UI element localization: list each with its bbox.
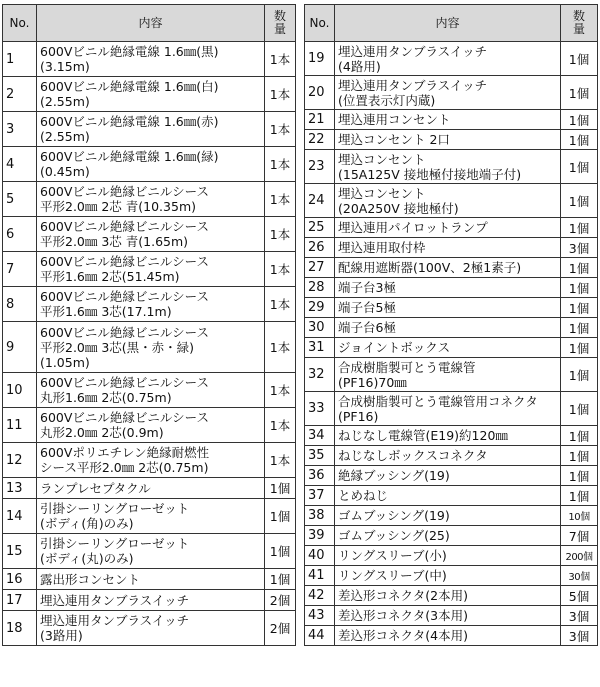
item-number: 3 — [3, 112, 37, 147]
item-description: 600Vビニル絶縁電線 1.6㎜(赤) (2.55m) — [37, 112, 265, 147]
header-no: No. — [305, 5, 335, 42]
item-description: 埋込連用タンブラスイッチ (4路用) — [335, 42, 561, 76]
item-number: 34 — [305, 426, 335, 446]
item-number: 20 — [305, 76, 335, 110]
item-number: 32 — [305, 358, 335, 392]
item-number: 4 — [3, 147, 37, 182]
item-quantity: 1個 — [265, 534, 296, 569]
item-description: 600Vビニル絶縁ビニルシース 平形2.0㎜ 3芯 青(1.65m) — [37, 217, 265, 252]
table-row — [305, 298, 598, 318]
item-quantity: 1個 — [561, 358, 598, 392]
item-description: 端子台3極 — [335, 278, 561, 298]
item-quantity: 10個 — [561, 506, 598, 526]
item-number: 38 — [305, 506, 335, 526]
item-quantity: 1個 — [561, 130, 598, 150]
item-quantity: 1個 — [561, 218, 598, 238]
table-row — [3, 252, 296, 287]
table-row — [3, 373, 296, 408]
item-quantity: 1個 — [561, 446, 598, 466]
item-quantity: 5個 — [561, 586, 598, 606]
item-number: 15 — [3, 534, 37, 569]
item-quantity: 2個 — [265, 590, 296, 611]
table-row — [3, 499, 296, 534]
table-row — [305, 392, 598, 426]
item-description: 引掛シーリングローゼット (ボディ(丸)のみ) — [37, 534, 265, 569]
item-number: 36 — [305, 466, 335, 486]
item-quantity: 1個 — [561, 318, 598, 338]
item-quantity: 1本 — [265, 408, 296, 443]
table-row — [305, 238, 598, 258]
table-row — [305, 586, 598, 606]
item-description: 600Vビニル絶縁電線 1.6㎜(黒) (3.15m) — [37, 42, 265, 77]
table-row — [305, 486, 598, 506]
table-row — [305, 76, 598, 110]
item-quantity: 1本 — [265, 217, 296, 252]
table-row — [305, 566, 598, 586]
item-quantity: 1本 — [265, 77, 296, 112]
item-quantity: 1個 — [561, 298, 598, 318]
item-number: 27 — [305, 258, 335, 278]
item-description: 埋込連用タンブラスイッチ — [37, 590, 265, 611]
item-quantity: 1個 — [561, 110, 598, 130]
item-description: 埋込連用取付枠 — [335, 238, 561, 258]
item-quantity: 3個 — [561, 238, 598, 258]
table-row — [3, 408, 296, 443]
item-description: ジョイントボックス — [335, 338, 561, 358]
item-description: 600Vビニル絶縁ビニルシース 平形2.0㎜ 2芯 青(10.35m) — [37, 182, 265, 217]
item-number: 35 — [305, 446, 335, 466]
table-row — [3, 534, 296, 569]
item-number: 41 — [305, 566, 335, 586]
table-row — [3, 217, 296, 252]
table-row — [305, 546, 598, 566]
item-number: 19 — [305, 42, 335, 76]
item-number: 44 — [305, 626, 335, 646]
item-quantity: 1個 — [561, 338, 598, 358]
header-qty: 数 量 — [265, 5, 296, 42]
item-number: 42 — [305, 586, 335, 606]
item-quantity: 1本 — [265, 252, 296, 287]
item-description: 埋込連用タンブラスイッチ (3路用) — [37, 611, 265, 646]
table-row — [305, 506, 598, 526]
table-row — [305, 42, 598, 76]
item-number: 33 — [305, 392, 335, 426]
item-number: 7 — [3, 252, 37, 287]
table-row — [305, 358, 598, 392]
item-quantity: 1本 — [265, 147, 296, 182]
table-row — [305, 426, 598, 446]
table-row — [3, 322, 296, 373]
item-quantity: 1本 — [265, 182, 296, 217]
item-number: 10 — [3, 373, 37, 408]
table-row — [305, 338, 598, 358]
item-description: 差込形コネクタ(3本用) — [335, 606, 561, 626]
item-number: 29 — [305, 298, 335, 318]
item-number: 2 — [3, 77, 37, 112]
item-number: 11 — [3, 408, 37, 443]
table-row — [3, 112, 296, 147]
table-row — [3, 42, 296, 77]
item-number: 25 — [305, 218, 335, 238]
header-no: No. — [3, 5, 37, 42]
item-quantity: 7個 — [561, 526, 598, 546]
item-quantity: 1個 — [561, 486, 598, 506]
item-description: 600Vビニル絶縁電線 1.6㎜(白) (2.55m) — [37, 77, 265, 112]
item-description: 合成樹脂製可とう電線管用コネクタ (PF16) — [335, 392, 561, 426]
item-quantity: 1個 — [561, 76, 598, 110]
table-row — [3, 611, 296, 646]
table-row — [305, 278, 598, 298]
table-row — [3, 147, 296, 182]
item-description: ねじなしボックスコネクタ — [335, 446, 561, 466]
item-description: 600Vビニル絶縁ビニルシース 平形1.6㎜ 3芯(17.1m) — [37, 287, 265, 322]
item-number: 43 — [305, 606, 335, 626]
item-quantity: 1個 — [265, 478, 296, 499]
item-quantity: 1本 — [265, 373, 296, 408]
item-number: 21 — [305, 110, 335, 130]
item-number: 23 — [305, 150, 335, 184]
item-quantity: 1本 — [265, 42, 296, 77]
right-rows — [305, 42, 598, 646]
item-quantity: 1個 — [561, 258, 598, 278]
table-row — [3, 443, 296, 478]
item-description: 600Vビニル絶縁ビニルシース 平形2.0㎜ 3芯(黒・赤・緑) (1.05m) — [37, 322, 265, 373]
item-description: 埋込コンセント (20A250V 接地極付) — [335, 184, 561, 218]
item-description: 端子台6極 — [335, 318, 561, 338]
item-quantity: 1個 — [561, 426, 598, 446]
item-description: 600Vビニル絶縁ビニルシース 丸形2.0㎜ 2芯(0.9m) — [37, 408, 265, 443]
item-description: ゴムブッシング(19) — [335, 506, 561, 526]
table-row — [305, 110, 598, 130]
item-number: 9 — [3, 322, 37, 373]
left-rows — [3, 42, 296, 646]
item-number: 39 — [305, 526, 335, 546]
item-description: 引掛シーリングローゼット (ボディ(角)のみ) — [37, 499, 265, 534]
parts-table-left — [2, 4, 296, 646]
table-row — [305, 446, 598, 466]
item-description: リングスリーブ(小) — [335, 546, 561, 566]
header-content: 内容 — [335, 5, 561, 42]
item-number: 40 — [305, 546, 335, 566]
table-row — [305, 626, 598, 646]
item-quantity: 1個 — [561, 184, 598, 218]
item-number: 8 — [3, 287, 37, 322]
item-description: ランプレセプタクル — [37, 478, 265, 499]
item-description: 合成樹脂製可とう電線管 (PF16)70㎜ — [335, 358, 561, 392]
table-row — [305, 258, 598, 278]
item-description: 600Vビニル絶縁ビニルシース 丸形1.6㎜ 2芯(0.75m) — [37, 373, 265, 408]
item-description: 露出形コンセント — [37, 569, 265, 590]
item-number: 17 — [3, 590, 37, 611]
table-row — [305, 130, 598, 150]
item-description: リングスリーブ(中) — [335, 566, 561, 586]
table-row — [305, 318, 598, 338]
table-row — [3, 478, 296, 499]
header-row — [305, 5, 598, 42]
table-row — [305, 150, 598, 184]
table-row — [305, 526, 598, 546]
table-row — [305, 184, 598, 218]
item-quantity: 1個 — [265, 569, 296, 590]
item-description: ゴムブッシング(25) — [335, 526, 561, 546]
table-row — [305, 606, 598, 626]
parts-table-right — [304, 4, 598, 646]
item-number: 30 — [305, 318, 335, 338]
item-quantity: 1個 — [561, 392, 598, 426]
item-description: 埋込コンセント (15A125V 接地極付接地端子付) — [335, 150, 561, 184]
item-description: 端子台5極 — [335, 298, 561, 318]
item-quantity: 3個 — [561, 626, 598, 646]
header-content: 内容 — [37, 5, 265, 42]
item-description: 絶縁ブッシング(19) — [335, 466, 561, 486]
item-number: 13 — [3, 478, 37, 499]
item-number: 6 — [3, 217, 37, 252]
item-number: 24 — [305, 184, 335, 218]
item-quantity: 2個 — [265, 611, 296, 646]
item-number: 31 — [305, 338, 335, 358]
item-description: とめねじ — [335, 486, 561, 506]
item-description: 埋込連用パイロットランプ — [335, 218, 561, 238]
item-description: ねじなし電線管(E19)約120㎜ — [335, 426, 561, 446]
item-number: 26 — [305, 238, 335, 258]
item-quantity: 200個 — [561, 546, 598, 566]
item-quantity: 1個 — [265, 499, 296, 534]
table-row — [305, 218, 598, 238]
item-number: 28 — [305, 278, 335, 298]
table-row — [3, 77, 296, 112]
table-row — [305, 466, 598, 486]
item-description: 埋込連用タンブラスイッチ (位置表示灯内蔵) — [335, 76, 561, 110]
item-number: 22 — [305, 130, 335, 150]
table-row — [3, 569, 296, 590]
item-quantity: 1個 — [561, 42, 598, 76]
item-quantity: 1本 — [265, 287, 296, 322]
header-row — [3, 5, 296, 42]
item-quantity: 30個 — [561, 566, 598, 586]
item-description: 埋込連用コンセント — [335, 110, 561, 130]
table-row — [3, 590, 296, 611]
table-row — [3, 182, 296, 217]
item-quantity: 1個 — [561, 150, 598, 184]
item-quantity: 1個 — [561, 278, 598, 298]
item-number: 12 — [3, 443, 37, 478]
item-description: 埋込コンセント 2口 — [335, 130, 561, 150]
item-quantity: 1本 — [265, 322, 296, 373]
item-quantity: 1本 — [265, 112, 296, 147]
item-number: 37 — [305, 486, 335, 506]
item-quantity: 3個 — [561, 606, 598, 626]
item-description: 差込形コネクタ(4本用) — [335, 626, 561, 646]
header-qty: 数 量 — [561, 5, 598, 42]
item-description: 600Vポリエチレン絶縁耐燃性 シース平形2.0㎜ 2芯(0.75m) — [37, 443, 265, 478]
item-description: 600Vビニル絶縁電線 1.6㎜(緑) (0.45m) — [37, 147, 265, 182]
item-quantity: 1個 — [561, 466, 598, 486]
item-quantity: 1本 — [265, 443, 296, 478]
item-number: 16 — [3, 569, 37, 590]
item-description: 配線用遮断器(100V、2極1素子) — [335, 258, 561, 278]
item-number: 18 — [3, 611, 37, 646]
item-number: 14 — [3, 499, 37, 534]
item-number: 1 — [3, 42, 37, 77]
item-number: 5 — [3, 182, 37, 217]
table-row — [3, 287, 296, 322]
item-description: 差込形コネクタ(2本用) — [335, 586, 561, 606]
item-description: 600Vビニル絶縁ビニルシース 平形1.6㎜ 2芯(51.45m) — [37, 252, 265, 287]
